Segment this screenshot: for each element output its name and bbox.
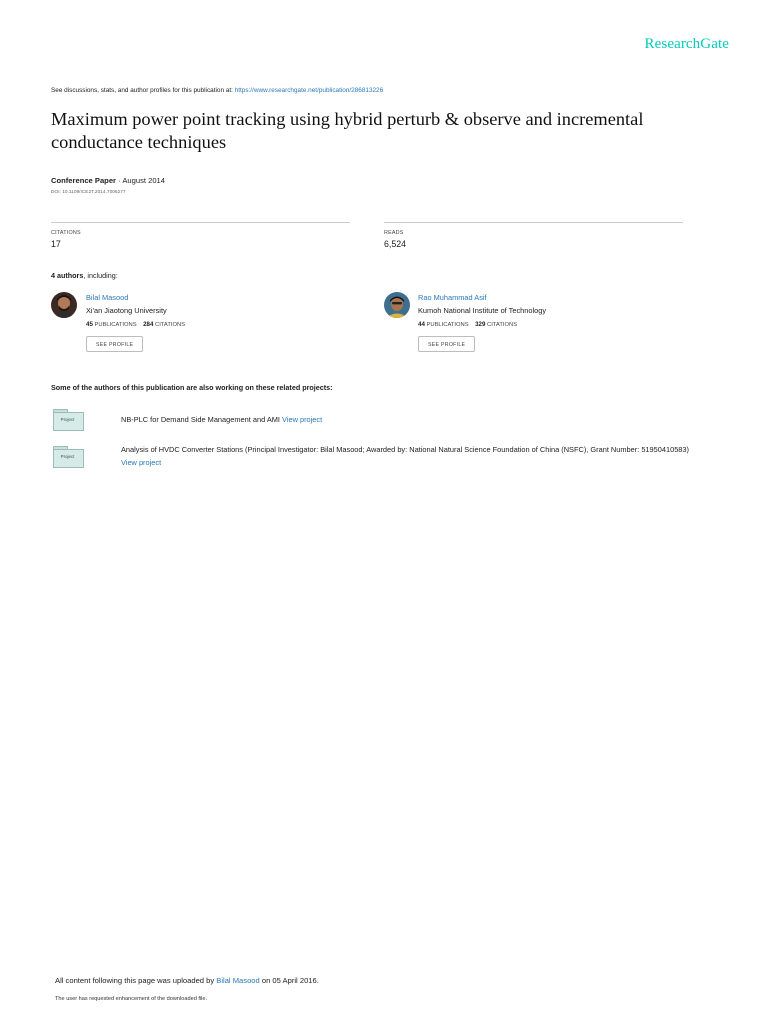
project-description: Analysis of HVDC Converter Stations (Principal Investigator: Bilal Masood; Awarded by: National Natural Science Foundation of China (NSFC), Grant Number: 51950410583) bbox=[121, 445, 689, 454]
reads-divider bbox=[384, 222, 683, 223]
meta-separator: · bbox=[116, 176, 123, 185]
discussion-text: See discussions, stats, and author profiles for this publication at: bbox=[51, 87, 235, 94]
publications-label: PUBLICATIONS bbox=[426, 322, 469, 328]
download-note: The user has requested enhancement of the downloaded file. bbox=[55, 996, 208, 1002]
discussion-line bbox=[51, 87, 383, 94]
author-affiliation: Xi'an Jiaotong University bbox=[86, 306, 167, 315]
author-name-rao-muhammad-asif[interactable]: Rao Muhammad Asif bbox=[418, 293, 487, 302]
project-folder-icon[interactable] bbox=[52, 409, 83, 430]
paper-meta bbox=[51, 176, 165, 185]
paper-title: Maximum power point tracking using hybrid perturb & observe and incremental conductance techniques bbox=[51, 109, 644, 152]
author-citations-count: 329 bbox=[475, 321, 486, 328]
project-item bbox=[121, 444, 691, 469]
project-folder-icon[interactable] bbox=[52, 446, 83, 467]
author-avatar-bilal-masood[interactable] bbox=[51, 292, 77, 318]
authors-heading bbox=[51, 271, 118, 280]
upload-info bbox=[55, 976, 319, 985]
see-profile-button[interactable]: SEE PROFILE bbox=[86, 336, 143, 352]
author-citations-label: CITATIONS bbox=[155, 322, 186, 328]
author-affiliation: Kumoh National Institute of Technology bbox=[418, 306, 547, 315]
project-icon-label: Project bbox=[60, 417, 75, 422]
author-citations-label: CITATIONS bbox=[487, 322, 518, 328]
author-stats bbox=[86, 321, 185, 328]
see-profile-button[interactable]: SEE PROFILE bbox=[418, 336, 475, 352]
publications-label: PUBLICATIONS bbox=[94, 322, 137, 328]
author-citations-count: 284 bbox=[143, 321, 154, 328]
author-stats bbox=[418, 321, 517, 328]
author-name-bilal-masood[interactable]: Bilal Masood bbox=[86, 293, 129, 302]
paper-date: August 2014 bbox=[122, 176, 165, 185]
publications-count: 44 bbox=[418, 321, 425, 328]
citations-value: 17 bbox=[51, 239, 61, 249]
reads-value: 6,524 bbox=[384, 239, 407, 249]
authors-count: 4 authors bbox=[51, 271, 84, 280]
paper-type: Conference Paper bbox=[51, 176, 116, 185]
project-description: NB-PLC for Demand Side Management and AMI bbox=[121, 415, 283, 424]
researchgate-logo[interactable]: ResearchGate bbox=[644, 36, 729, 52]
project-item bbox=[121, 414, 691, 427]
paper-doi: DOI: 10.1109/ICE2T.2014.7006277 bbox=[51, 190, 126, 195]
citations-label: CITATIONS bbox=[51, 230, 81, 236]
authors-including: , including: bbox=[83, 271, 118, 280]
author-avatar-rao-muhammad-asif[interactable] bbox=[384, 292, 410, 318]
citations-divider bbox=[51, 222, 350, 223]
project-icon-label: Project bbox=[60, 454, 75, 459]
view-project-link[interactable]: View project bbox=[282, 415, 323, 424]
publication-link[interactable]: https://www.researchgate.net/publication/286813226 bbox=[234, 87, 384, 94]
uploader-link[interactable]: Bilal Masood bbox=[216, 976, 260, 985]
view-project-link[interactable]: View project bbox=[121, 457, 162, 467]
reads-label: READS bbox=[384, 230, 404, 236]
avatar-photo-icon bbox=[51, 292, 77, 318]
avatar-photo-icon bbox=[384, 292, 410, 318]
upload-prefix: All content following this page was uploaded by bbox=[55, 976, 217, 985]
publications-count: 45 bbox=[86, 321, 93, 328]
related-projects-heading: Some of the authors of this publication are also working on these related projects: bbox=[51, 383, 333, 392]
upload-suffix: on 05 April 2016. bbox=[259, 976, 319, 985]
